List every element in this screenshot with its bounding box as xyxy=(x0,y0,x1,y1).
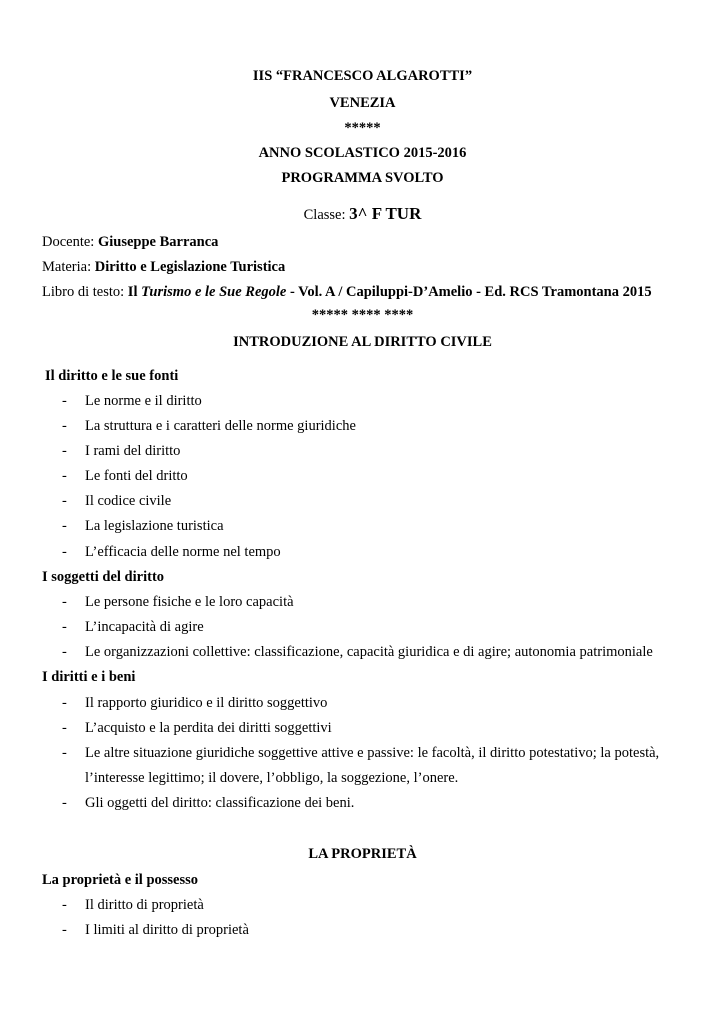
subject-line xyxy=(42,259,285,276)
class-label: Classe: xyxy=(303,207,350,223)
list-item: - Le persone fisiche e le loro capacità xyxy=(62,594,294,610)
textbook-prefix: Il xyxy=(127,284,142,300)
list-item: - Le norme e il diritto xyxy=(62,393,202,409)
stars-separator: ***** xyxy=(344,120,381,136)
section-title-property: LA PROPRIETÀ xyxy=(308,846,417,862)
subsection-heading: I diritti e i beni xyxy=(42,669,136,685)
section-title-intro: INTRODUZIONE AL DIRITTO CIVILE xyxy=(233,334,492,350)
list-item-continuation: l’interesse legittimo; il dovere, l’obbligo, la soggezione, l’onere. xyxy=(85,770,459,786)
list-item: - Gli oggetti del diritto: classificazione dei beni. xyxy=(62,795,355,811)
list-item: - I limiti al diritto di proprietà xyxy=(62,922,249,938)
teacher-line xyxy=(42,234,218,251)
subject-label: Materia: xyxy=(42,259,95,275)
city-name: VENEZIA xyxy=(329,95,396,111)
subsection-heading: Il diritto e le sue fonti xyxy=(45,368,179,384)
teacher-label: Docente: xyxy=(42,234,98,250)
subsection-heading: I soggetti del diritto xyxy=(42,569,165,585)
list-item: - L’efficacia delle norme nel tempo xyxy=(62,544,281,560)
stars-separator-2: ***** **** **** xyxy=(311,307,414,323)
list-item: - Il rapporto giuridico e il diritto soggettivo xyxy=(62,695,328,711)
list-item: - Il codice civile xyxy=(62,493,172,509)
subject-name: Diritto e Legislazione Turistica xyxy=(94,259,286,275)
list-item: - Il diritto di proprietà xyxy=(62,897,204,913)
list-item: - I rami del diritto xyxy=(62,443,181,459)
textbook-title: Turismo e le Sue Regole xyxy=(141,284,287,300)
program-title: PROGRAMMA SVOLTO xyxy=(281,170,444,186)
textbook-details: - Vol. A / Capiluppi-D’Amelio - Ed. RCS Tramontana 2015 xyxy=(286,284,652,300)
list-item: - L’acquisto e la perdita dei diritti soggettivi xyxy=(62,720,332,736)
list-item: - Le organizzazioni collettive: classificazione, capacità giuridica e di agire; autonomia patrimoniale xyxy=(62,644,653,660)
teacher-name: Giuseppe Barranca xyxy=(97,234,219,250)
list-item: - Le altre situazione giuridiche soggettive attive e passive: le facoltà, il diritto potestativo; la potestà, xyxy=(62,745,660,761)
textbook-line xyxy=(42,284,652,301)
school-name: IIS “FRANCESCO ALGAROTTI” xyxy=(252,68,473,84)
school-year: ANNO SCOLASTICO 2015-2016 xyxy=(258,145,467,161)
subsection-heading: La proprietà e il possesso xyxy=(42,872,199,888)
class-value: 3^ F TUR xyxy=(349,204,422,223)
list-item: - L’incapacità di agire xyxy=(62,619,204,635)
textbook-label: Libro di testo: xyxy=(42,284,128,300)
class-line xyxy=(0,204,725,224)
list-item: - La legislazione turistica xyxy=(62,518,224,534)
list-item: - Le fonti del dritto xyxy=(62,468,188,484)
list-item: - La struttura e i caratteri delle norme giuridiche xyxy=(62,418,356,434)
